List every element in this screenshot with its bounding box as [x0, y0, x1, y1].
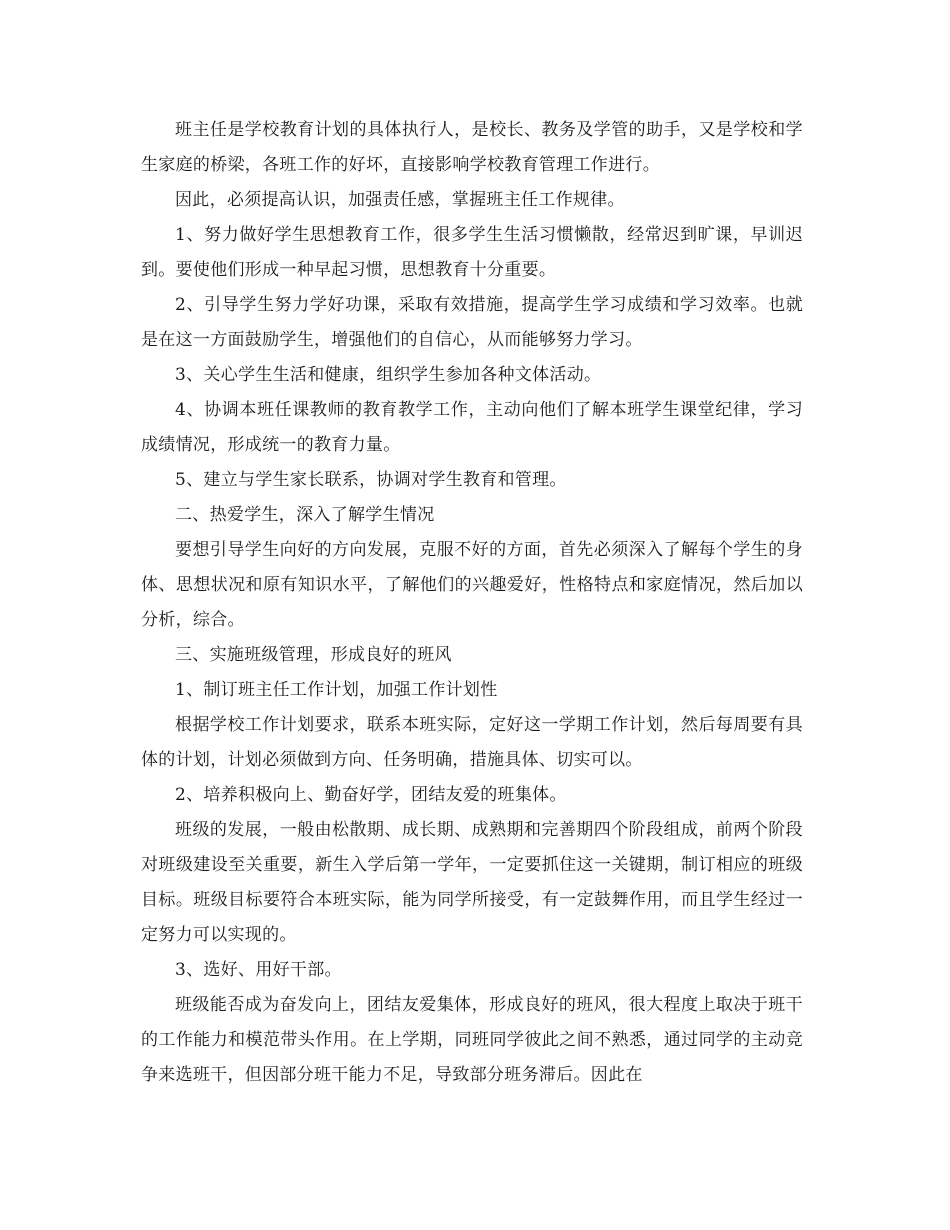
- paragraph-item-5: 5、建立与学生家长联系，协调对学生教育和管理。: [175, 470, 567, 490]
- subheading-collective: 2、培养积极向上、勤奋好学，团结友爱的班集体。: [175, 785, 567, 805]
- paragraph-intro: 班主任是学校教育计划的具体执行人，是校长、教务及学管的助手，又是学校和学生家庭的桥梁，各班工作的好坏，直接影响学校教育管理工作进行。: [141, 120, 803, 175]
- document-body: [141, 113, 803, 1093]
- section-heading-3: 三、实施班级管理，形成良好的班风: [175, 645, 452, 665]
- paragraph-item-4: 4、协调本班任课教师的教育教学工作，主动向他们了解本班学生课堂纪律，学习成绩情况，形成统一的教育力量。: [141, 400, 803, 455]
- paragraph-class-development: 班级的发展，一般由松散期、成长期、成熟期和完善期四个阶段组成，前两个阶段对班级建设至关重要，新生入学后第一学年，一定要抓住这一关键期，制订相应的班级目标。班级目标要符合本班实际，能为同学所接受，有一定鼓舞作用，而且学生经过一定努力可以实现的。: [141, 820, 803, 945]
- subheading-plan: 1、制订班主任工作计划，加强工作计划性: [175, 680, 498, 700]
- paragraph-understand-students: 要想引导学生向好的方向发展，克服不好的方面，首先必须深入了解每个学生的身体、思想状况和原有知识水平，了解他们的兴趣爱好，性格特点和家庭情况，然后加以分析，综合。: [141, 540, 803, 630]
- paragraph-therefore: 因此，必须提高认识，加强责任感，掌握班主任工作规律。: [175, 190, 625, 210]
- paragraph-item-2: 2、引导学生努力学好功课，采取有效措施，提高学生学习成绩和学习效率。也就是在这一方面鼓励学生，增强他们的自信心，从而能够努力学习。: [141, 295, 803, 350]
- section-heading-2: 二、热爱学生，深入了解学生情况: [175, 505, 435, 525]
- subheading-cadres: 3、选好、用好干部。: [175, 960, 342, 980]
- paragraph-cadres: 班级能否成为奋发向上，团结友爱集体，形成良好的班风，很大程度上取决于班干的工作能力和模范带头作用。在上学期，同班同学彼此之间不熟悉，通过同学的主动竞争来选班干，但因部分班干能力不足，导致部分班务滞后。因此在: [141, 995, 803, 1085]
- paragraph-item-3: 3、关心学生生活和健康，组织学生参加各种文体活动。: [175, 365, 602, 385]
- paragraph-item-1: 1、努力做好学生思想教育工作，很多学生生活习惯懒散，经常迟到旷课，早训迟到。要使他们形成一种早起习惯，思想教育十分重要。: [141, 225, 803, 280]
- paragraph-plan: 根据学校工作计划要求，联系本班实际，定好这一学期工作计划，然后每周要有具体的计划，计划必须做到方向、任务明确，措施具体、切实可以。: [141, 715, 803, 770]
